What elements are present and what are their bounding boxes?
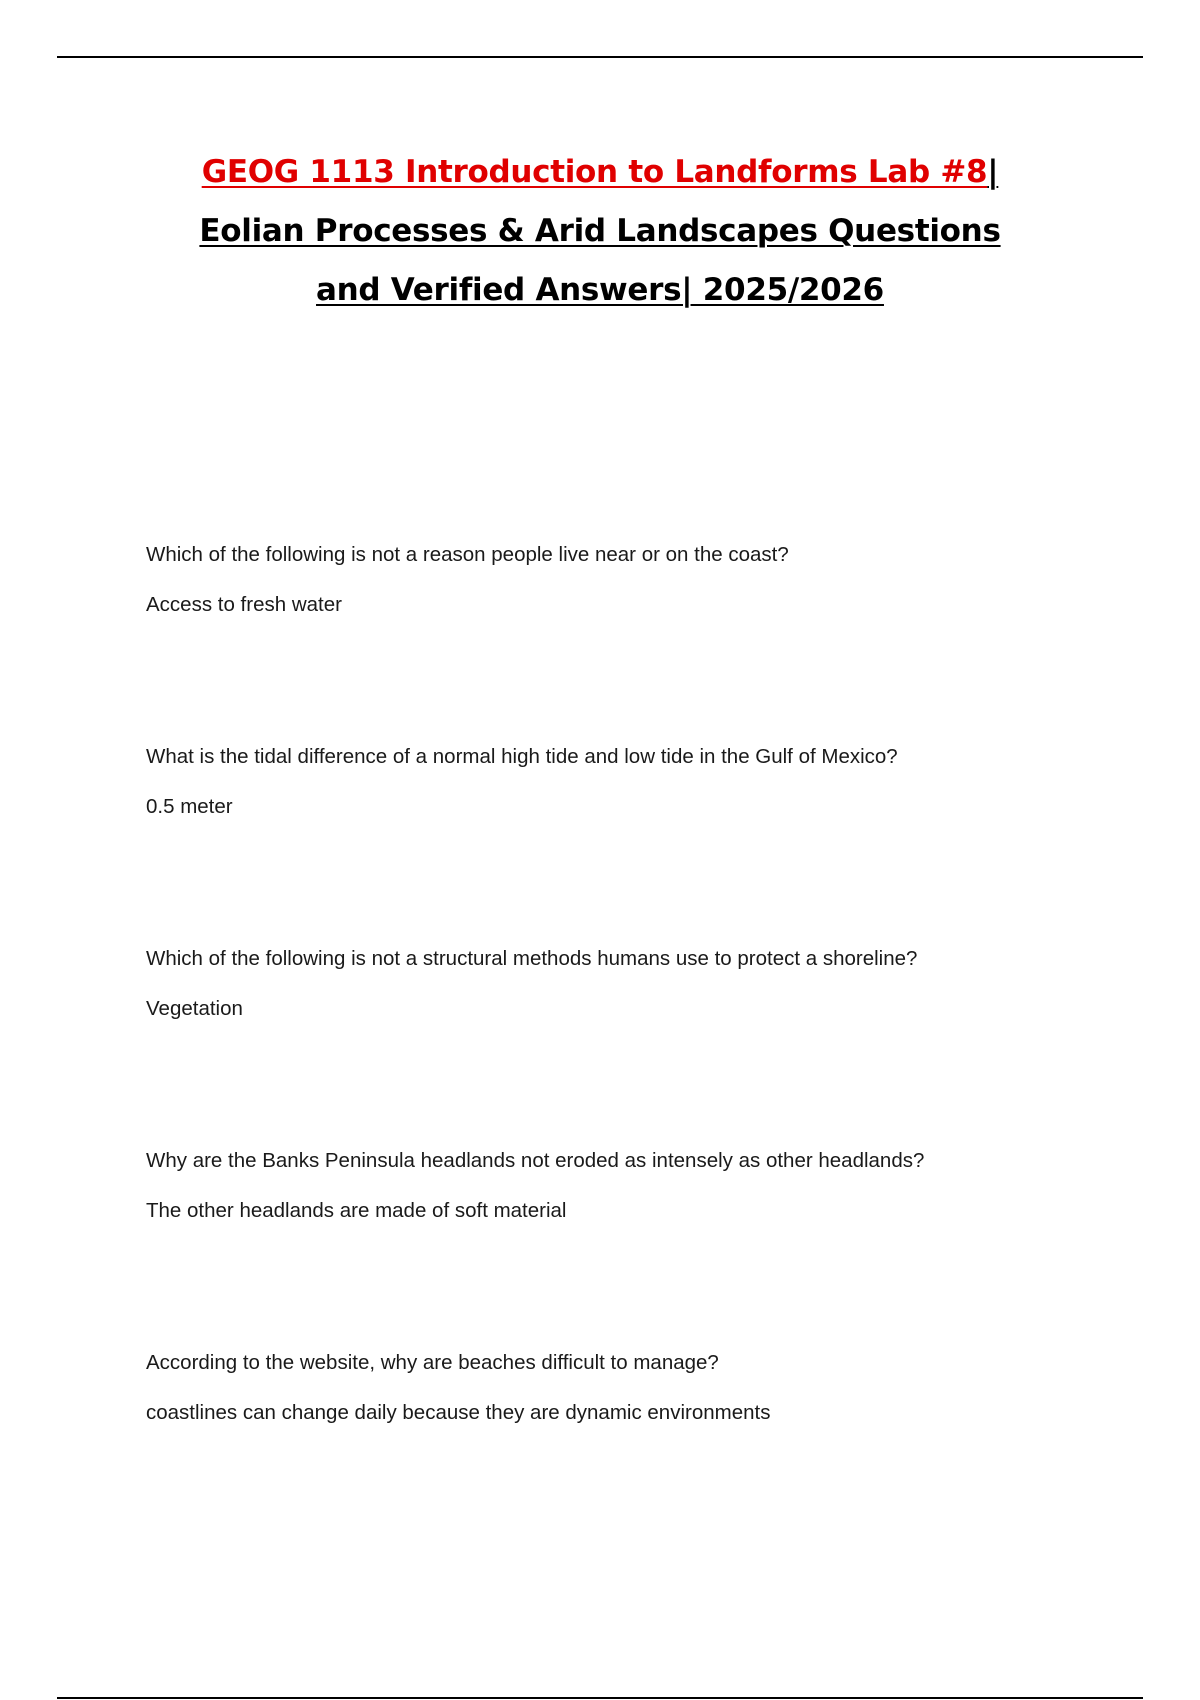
answer-text: Access to fresh water xyxy=(146,593,342,616)
document-title xyxy=(80,143,1120,320)
question-text: Which of the following is not a reason people live near or on the coast? xyxy=(146,543,789,566)
question-text: Why are the Banks Peninsula headlands not eroded as intensely as other headlands? xyxy=(146,1149,925,1172)
title-separator: | xyxy=(987,154,999,190)
answer-text: Vegetation xyxy=(146,997,243,1020)
question-text: What is the tidal difference of a normal high tide and low tide in the Gulf of Mexico? xyxy=(146,745,898,768)
question-text: According to the website, why are beaches difficult to manage? xyxy=(146,1351,719,1374)
answer-text: 0.5 meter xyxy=(146,795,233,818)
answer-text: coastlines can change daily because they are dynamic environments xyxy=(146,1401,771,1424)
header-rule xyxy=(57,56,1143,58)
footer-rule xyxy=(57,1697,1143,1699)
question-text: Which of the following is not a structural methods humans use to protect a shoreline? xyxy=(146,947,918,970)
title-subtitle: and Verified Answers| 2025/2026 xyxy=(316,272,884,308)
title-topic: Eolian Processes & Arid Landscapes Questions xyxy=(199,213,1001,249)
title-course: GEOG 1113 Introduction to Landforms Lab #8 xyxy=(201,154,988,190)
answer-text: The other headlands are made of soft material xyxy=(146,1199,567,1222)
